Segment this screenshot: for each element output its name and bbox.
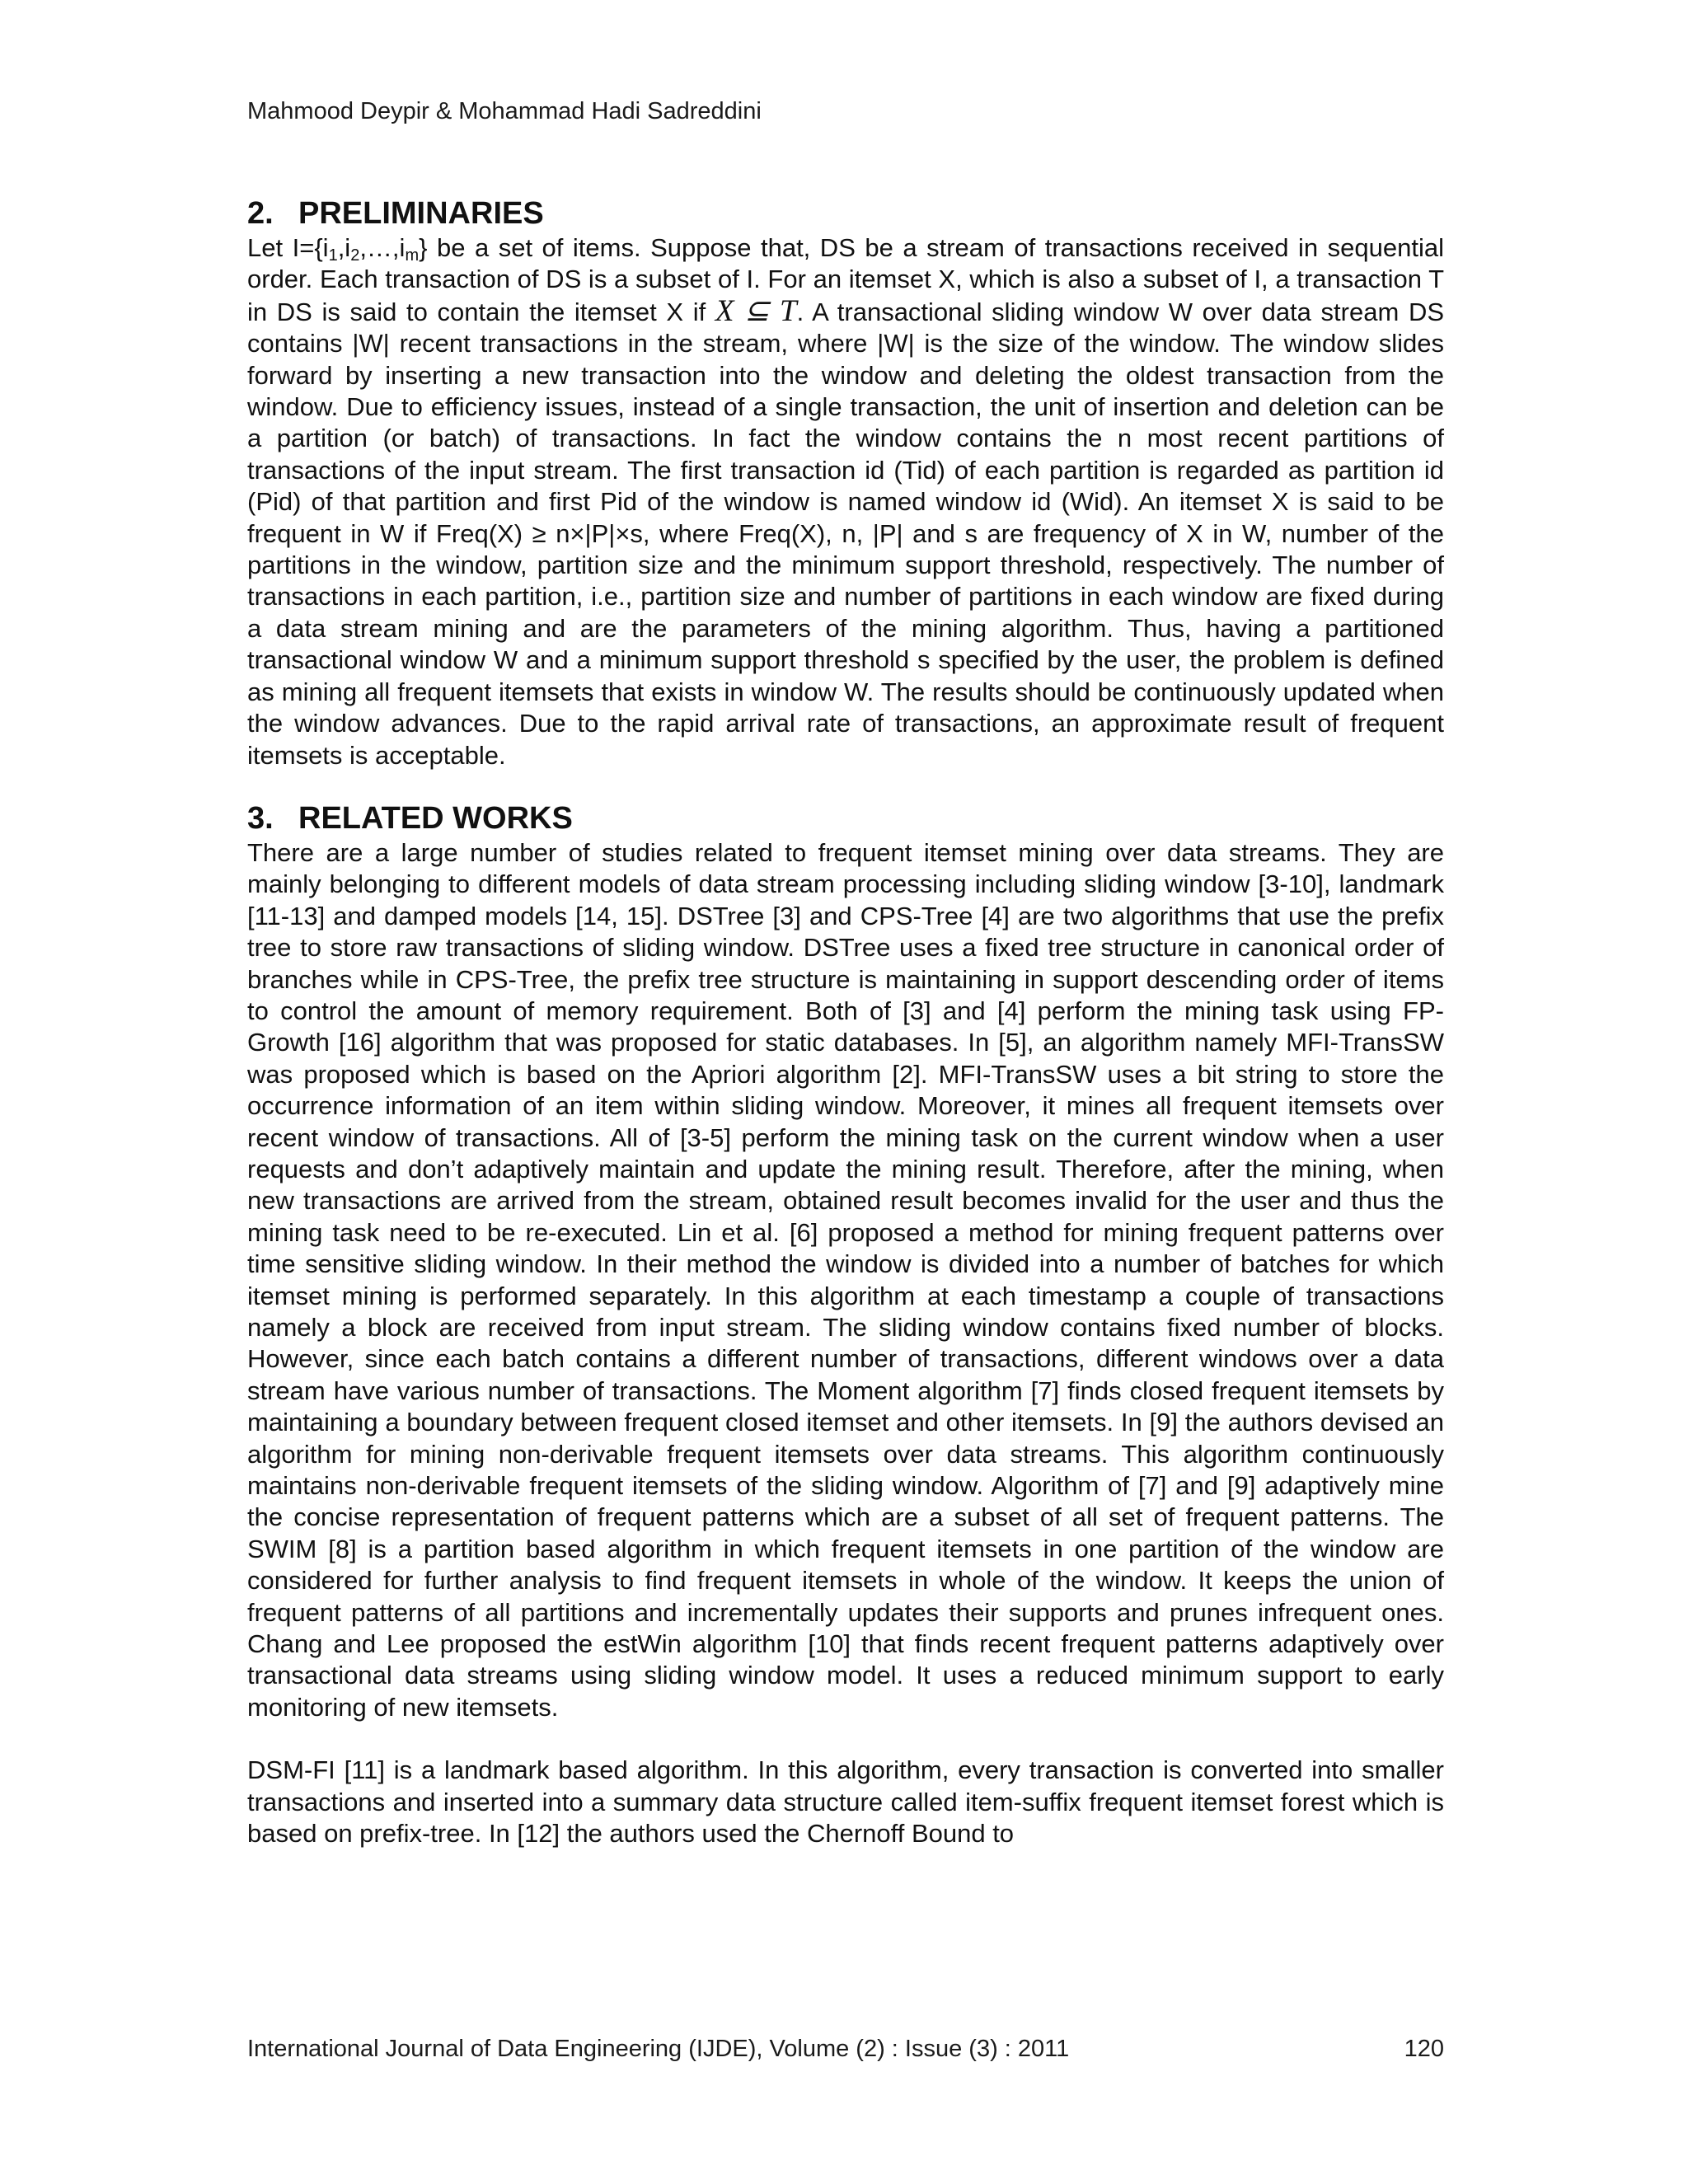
section-heading-preliminaries [247,194,1444,232]
subset-formula: X ⊆ T [715,293,797,328]
subscript: 2 [350,246,360,265]
section-number: 2. [247,196,274,231]
section-number: 3. [247,800,274,836]
preliminaries-paragraph [247,232,1444,771]
section-heading-related-works [247,799,1444,837]
page-number: 120 [1404,2036,1444,2062]
text-run: ,i [337,233,351,262]
footer-journal: International Journal of Data Engineering (IJDE), Volume (2) : Issue (3) : 2011 [247,2036,1070,2062]
related-works-paragraph-1: There are a large number of studies related to frequent itemset mining over data streams. They are mainly belonging to different models of data stream processing including sliding window [3-10], landmark [11-13] and damped models [14, 15]. DSTree [3] and CPS-Tree [4] are two algorithms that use the prefix tree to store raw transactions of sliding window. DSTree uses a fixed tree structure in canonical order of branches while in CPS-Tree, the prefix tree structure is maintaining in support descending order of items to control the amount of memory requirement. Both of [3] and [4] perform the mining task using FP-Growth [16] algorithm that was proposed for static databases. In [5], an algorithm namely MFI-TransSW was proposed which is based on the Apriori algorithm [2]. MFI-TransSW uses a bit string to store the occurrence information of an item within sliding window. Moreover, it mines all frequent itemsets over recent window of transactions. All of [3-5] perform the mining task on the current window when a user requests and don’t adaptively maintain and update the mining result. Therefore, after the mining, when new transactions are arrived from the stream, obtained result becomes invalid for the user and thus the mining task need to be re-executed. Lin et al. [6] proposed a method for mining frequent patterns over time sensitive sliding window. In their method the window is divided into a number of batches for which itemset mining is performed separately. In this algorithm at each timestamp a couple of transactions namely a block are received from input stream. The sliding window contains fixed number of blocks. However, since each batch contains a different number of transactions, different windows over a data stream have various number of transactions. The Moment algorithm [7] finds closed frequent itemsets by maintaining a boundary between frequent closed itemset and other itemsets. In [9] the authors devised an algorithm for mining non-derivable frequent itemsets over data streams. This algorithm continuously maintains non-derivable frequent itemsets of the sliding window. Algorithm of [7] and [9] adaptively mine the concise representation of frequent patterns which are a subset of all set of frequent patterns. The SWIM [8] is a partition based algorithm in which frequent itemsets in one partition of the window are considered for further analysis to find frequent itemsets in whole of the window. It keeps the union of frequent patterns of all partitions and incrementally updates their supports and prunes infrequent ones. Chang and Lee proposed the estWin algorithm [10] that finds recent frequent patterns adaptively over transactional data streams using sliding window model. It uses a reduced minimum support to early monitoring of new itemsets. [247,837,1444,1722]
text-run: } be a set of items. Suppose that, DS be a stream of transactions received in sequential order. Each transaction of DS is a subset of I. For an itemset X, which is also a subset of I, a transaction T in DS is said to contain the itemset X if [247,233,1444,326]
text-run: . A transactional sliding window W over data stream DS contains |W| recent transactions in the stream, where |W| is the size of the window. The window slides forward by inserting a new transaction into the window and deleting the oldest transaction from the window. Due to efficiency issues, instead of a single transaction, the unit of insertion and deletion can be a partition (or batch) of transactions. In fact the window contains the n most recent partitions of transactions of the input stream. The first transaction id (Tid) of each partition is regarded as partition id (Pid) of that partition and first Pid of the window is named window id (Wid). An itemset X is said to be frequent in W if Freq(X) ≥ n×|P|×s, where Freq(X), n, |P| and s are frequency of X in W, number of the partitions in the window, partition size and the minimum support threshold, respectively. The number of transactions in each partition, i.e., partition size and number of partitions in each window are fixed during a data stream mining and are the parameters of the mining algorithm. Thus, having a partitioned transactional window W and a minimum support threshold s specified by the user, the problem is defined as mining all frequent itemsets that exists in window W. The results should be continuously updated when the window advances. Due to the rapid arrival rate of transactions, an approximate result of frequent itemsets is acceptable. [247,297,1445,770]
related-works-paragraph-2: DSM-FI [11] is a landmark based algorithm. In this algorithm, every transaction is converted into smaller transactions and inserted into a summary data structure called item-suffix frequent itemset forest which is based on prefix-tree. In [12] the authors used the Chernoff Bound to [247,1755,1444,1849]
text-run: Let I={i [247,233,329,262]
running-header-authors: Mahmood Deypir & Mohammad Hadi Sadreddini [247,98,762,124]
page-content [247,194,1444,1850]
running-footer [247,2034,1444,2064]
section-title: RELATED WORKS [298,800,573,836]
text-run: ,…,i [359,233,406,262]
subscript: 1 [328,246,338,265]
section-spacer [247,771,1444,799]
subscript: m [405,246,420,265]
section-title: PRELIMINARIES [298,196,544,231]
